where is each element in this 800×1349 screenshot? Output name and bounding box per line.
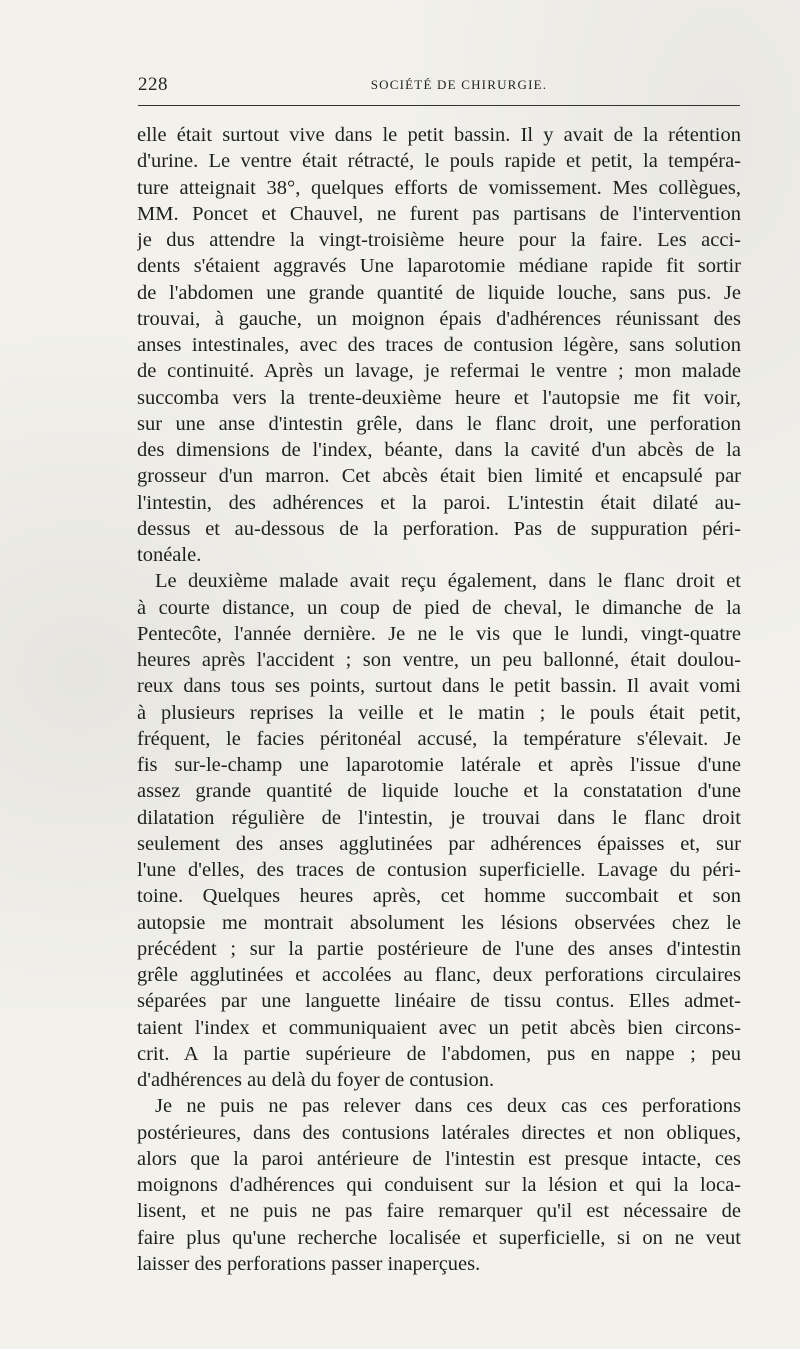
text-line: d'urine. Le ventre était rétracté, le pouls rapide et petit, la tempéra- [137,150,741,173]
text-line: seulement des anses agglutinées par adhérences épaisses et, sur [137,832,741,855]
text-line: fréquent, le facies péritonéal accusé, la température s'élevait. Je [137,727,741,750]
text-line: à plusieurs reprises la veille et le matin ; le pouls était petit, [137,701,741,724]
body-text [137,122,741,1277]
text-line: trouvai, à gauche, un moignon épais d'adhérences réunissant des [137,307,741,330]
text-line: Le deuxième malade avait reçu également, dans le flanc droit et [155,570,741,593]
text-line: l'une d'elles, des traces de contusion superficielle. Lavage du péri- [137,859,741,881]
text-line: fis sur-le-champ une laparotomie latérale et après l'issue d'une [137,754,741,776]
text-line: dessus et au-dessous de la perforation. Pas de suppuration péri- [137,517,741,540]
text-line: de continuité. Après un lavage, je refermai le ventre ; mon malade [137,360,741,383]
text-line: sur une anse d'intestin grêle, dans le flanc droit, une perforation [137,412,741,435]
text-line: lisent, et ne puis ne pas faire remarquer qu'il est nécessaire de [137,1200,741,1223]
running-head: SOCIÉTÉ DE CHIRURGIE. [370,77,548,92]
text-line: alors que la paroi antérieure de l'intestin est presque intacte, ces [137,1147,741,1170]
text-line: des dimensions de l'index, béante, dans la cavité d'un abcès de la [137,439,741,461]
text-line: à courte distance, un coup de pied de cheval, le dimanche de la [137,596,741,619]
text-line: autopsie me montrait absolument les lésions observées chez le [137,911,741,934]
page-header [138,74,740,98]
text-line: précédent ; sur la partie postérieure de l'une des anses d'intestin [137,937,741,960]
text-line: laisser des perforations passer inaperçues. [137,1252,481,1275]
text-line: assez grande quantité de liquide louche et la constatation d'une [137,780,741,803]
text-line: de l'abdomen une grande quantité de liquide louche, sans pus. Je [137,281,741,304]
text-line: heures après l'accident ; son ventre, un peu ballonné, était doulou- [137,649,741,671]
text-line: grosseur d'un marron. Cet abcès était bien limité et encapsulé par [137,465,741,488]
text-line: toine. Quelques heures après, cet homme succombait et son [137,885,741,908]
text-line: elle était surtout vive dans le petit bassin. Il y avait de la rétention [137,124,741,146]
text-line: Pentecôte, l'année dernière. Je ne le vis que le lundi, vingt-quatre [137,622,741,645]
text-line: postérieures, dans des contusions latérales directes et non obliques, [137,1121,741,1144]
text-line: crit. A la partie supérieure de l'abdomen, pus en nappe ; peu [137,1042,741,1065]
text-line: je dus attendre la vingt-troisième heure pour la faire. Les acci- [137,229,741,251]
text-line: MM. Poncet et Chauvel, ne furent pas partisans de l'intervention [137,202,741,225]
text-line: reux dans tous ses points, surtout dans le petit bassin. Il avait vomi [137,675,741,698]
text-line: moignons d'adhérences qui conduisent sur la lésion et qui la loca- [137,1174,741,1196]
text-line: d'adhérences au delà du foyer de contusion. [137,1069,495,1091]
text-line: faire plus qu'une recherche localisée et superficielle, si on ne veut [137,1226,741,1249]
text-line: succomba vers la trente-deuxième heure et l'autopsie me fit voir, [137,386,741,409]
text-line: anses intestinales, avec des traces de contusion légère, sans solution [137,334,741,356]
header-rule [138,105,740,106]
text-line: dents s'étaient aggravés Une laparotomie médiane rapide fit sortir [137,255,741,278]
text-line: l'intestin, des adhérences et la paroi. L'intestin était dilaté au- [137,491,741,514]
text-line: ture atteignait 38°, quelques efforts de vomissement. Mes collègues, [137,176,741,199]
text-line: taient l'index et communiquaient avec un petit abcès bien circons- [137,1016,741,1039]
text-line: séparées par une languette linéaire de tissu contus. Elles admet- [137,990,741,1013]
page-number: 228 [138,74,168,95]
text-line: tonéale. [137,544,202,566]
text-line: dilatation régulière de l'intestin, je trouvai dans le flanc droit [137,806,741,829]
text-line: grêle agglutinées et accolées au flanc, deux perforations circulaires [137,964,741,986]
text-line: Je ne puis ne pas relever dans ces deux cas ces perforations [155,1095,741,1118]
